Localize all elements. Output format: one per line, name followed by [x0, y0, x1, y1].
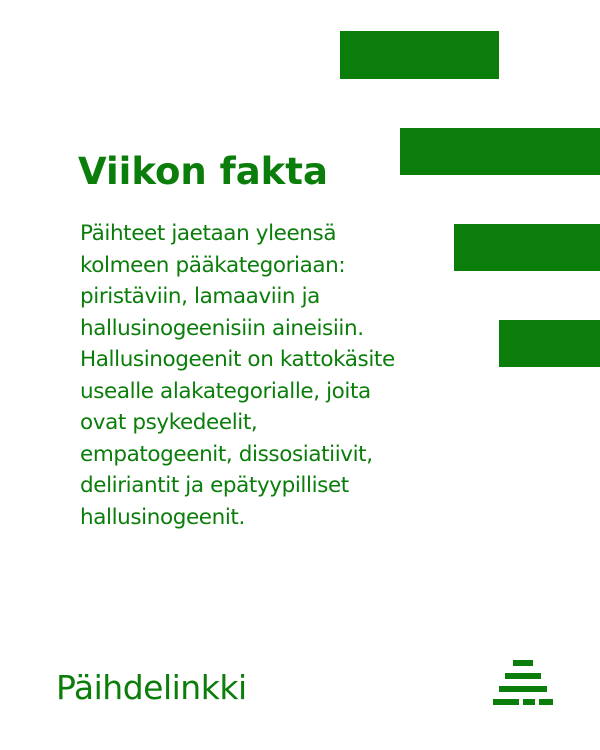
stepped-pyramid-icon	[493, 660, 553, 706]
fact-line: empatogeenit, dissosiatiivit,	[80, 441, 373, 467]
fact-line: Päihteet jaetaan yleensä	[80, 221, 337, 246]
page-title: Viikon fakta	[78, 150, 328, 193]
fact-line: usealle alakategorialle, joita	[80, 378, 371, 404]
fact-line: Hallusinogeenit on kattokäsite	[80, 347, 395, 372]
fact-line: deliriantit ja epätyypilliset	[80, 473, 349, 498]
decorative-bar-3	[454, 224, 600, 271]
fact-line: hallusinogeenisiin aineisiin.	[80, 315, 364, 341]
decorative-bar-2	[400, 128, 600, 175]
fact-line: piristäviin, lamaaviin ja	[80, 284, 320, 309]
fact-line: ovat psykedeelit,	[80, 410, 258, 435]
fact-line: kolmeen pääkategoriaan:	[80, 252, 346, 278]
fact-line: hallusinogeenit.	[80, 504, 245, 530]
decorative-bar-1	[340, 31, 499, 79]
decorative-bar-4	[499, 320, 600, 367]
brand-logo-text: Päihdelinkki	[56, 668, 247, 707]
fact-text	[80, 218, 450, 533]
